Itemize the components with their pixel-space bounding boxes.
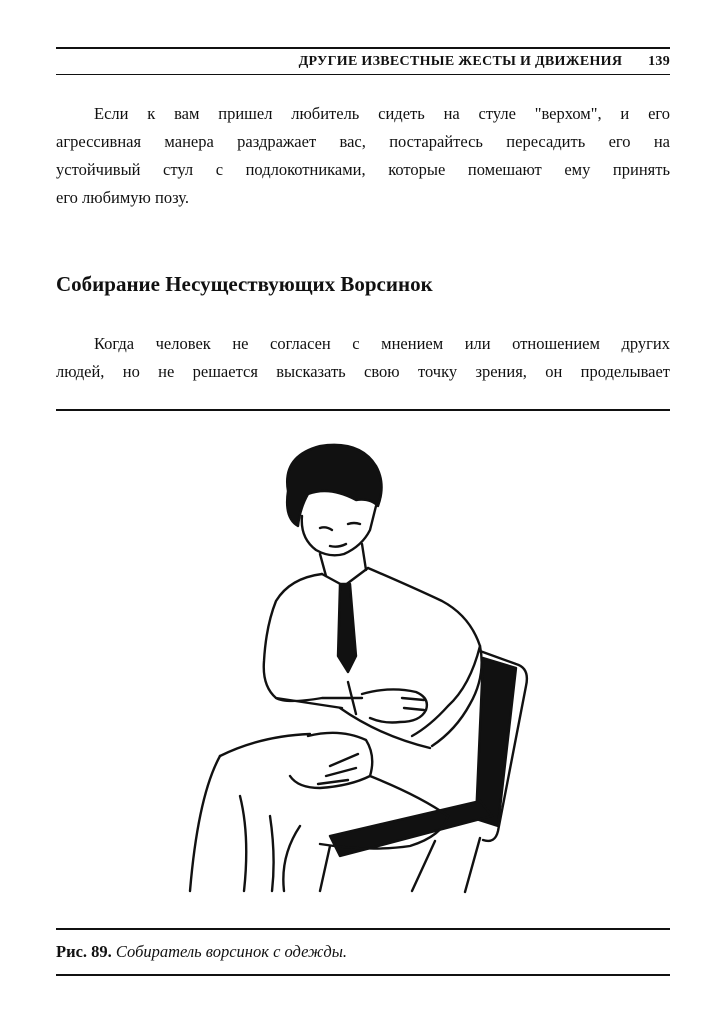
chair-leg (465, 838, 480, 892)
page-number: 139 (648, 54, 670, 69)
trouser-folds (240, 796, 274, 891)
chair-leg (412, 841, 435, 891)
header-bottom-rule (56, 74, 670, 75)
header-top-rule (56, 47, 670, 49)
eyes (320, 523, 360, 530)
thigh-top (220, 734, 310, 756)
mouth (330, 544, 346, 547)
paragraph-line: его любимую позу. (56, 188, 189, 207)
leg-back (283, 826, 300, 891)
running-head (56, 54, 670, 70)
paragraph-line: агрессивная манера раздражает вас, постарайтесь пересадить его на (56, 132, 670, 151)
paragraph-line: устойчивый стул с подлокотниками, которые помешают ему принять (56, 160, 670, 179)
resting-fingers (318, 754, 358, 784)
picking-hand (362, 689, 427, 722)
right-arm (412, 646, 480, 736)
fingers (402, 698, 424, 710)
neck (320, 544, 366, 576)
man-picking-lint-icon (180, 436, 560, 896)
section-heading: Собирание Несуществующих Ворсинок (56, 272, 433, 296)
caption-bottom-rule (56, 974, 670, 976)
shirt-right (368, 568, 482, 746)
tie (338, 584, 356, 672)
figure-caption-text: Собиратель ворсинок с одежды. (115, 942, 348, 961)
paragraph-line: людей, но не решается высказать свою точку зрения, он проделывает (56, 362, 670, 381)
caption-top-rule (56, 928, 670, 930)
chair-back-cushion (476, 658, 516, 826)
shirt-bottom (340, 708, 430, 748)
hair (287, 445, 381, 526)
resting-hand (290, 733, 372, 788)
figure-number: Рис. 89. (56, 942, 112, 961)
shirt-left (264, 574, 342, 708)
paragraph-1 (56, 100, 670, 212)
face (302, 506, 376, 555)
running-title: ДРУГИЕ ИЗВЕСТНЫЕ ЖЕСТЫ И ДВИЖЕНИЯ (298, 54, 623, 69)
paragraph-line: Когда человек не согласен с мнением или отношением других (94, 334, 670, 353)
figure-top-rule (56, 409, 670, 411)
paragraph-line: Если к вам пришел любитель сидеть на стуле "верхом", и его (94, 104, 670, 123)
leg-front (190, 756, 220, 891)
paragraph-2 (56, 330, 670, 386)
figure-caption (56, 942, 347, 962)
chair-leg (320, 846, 330, 891)
